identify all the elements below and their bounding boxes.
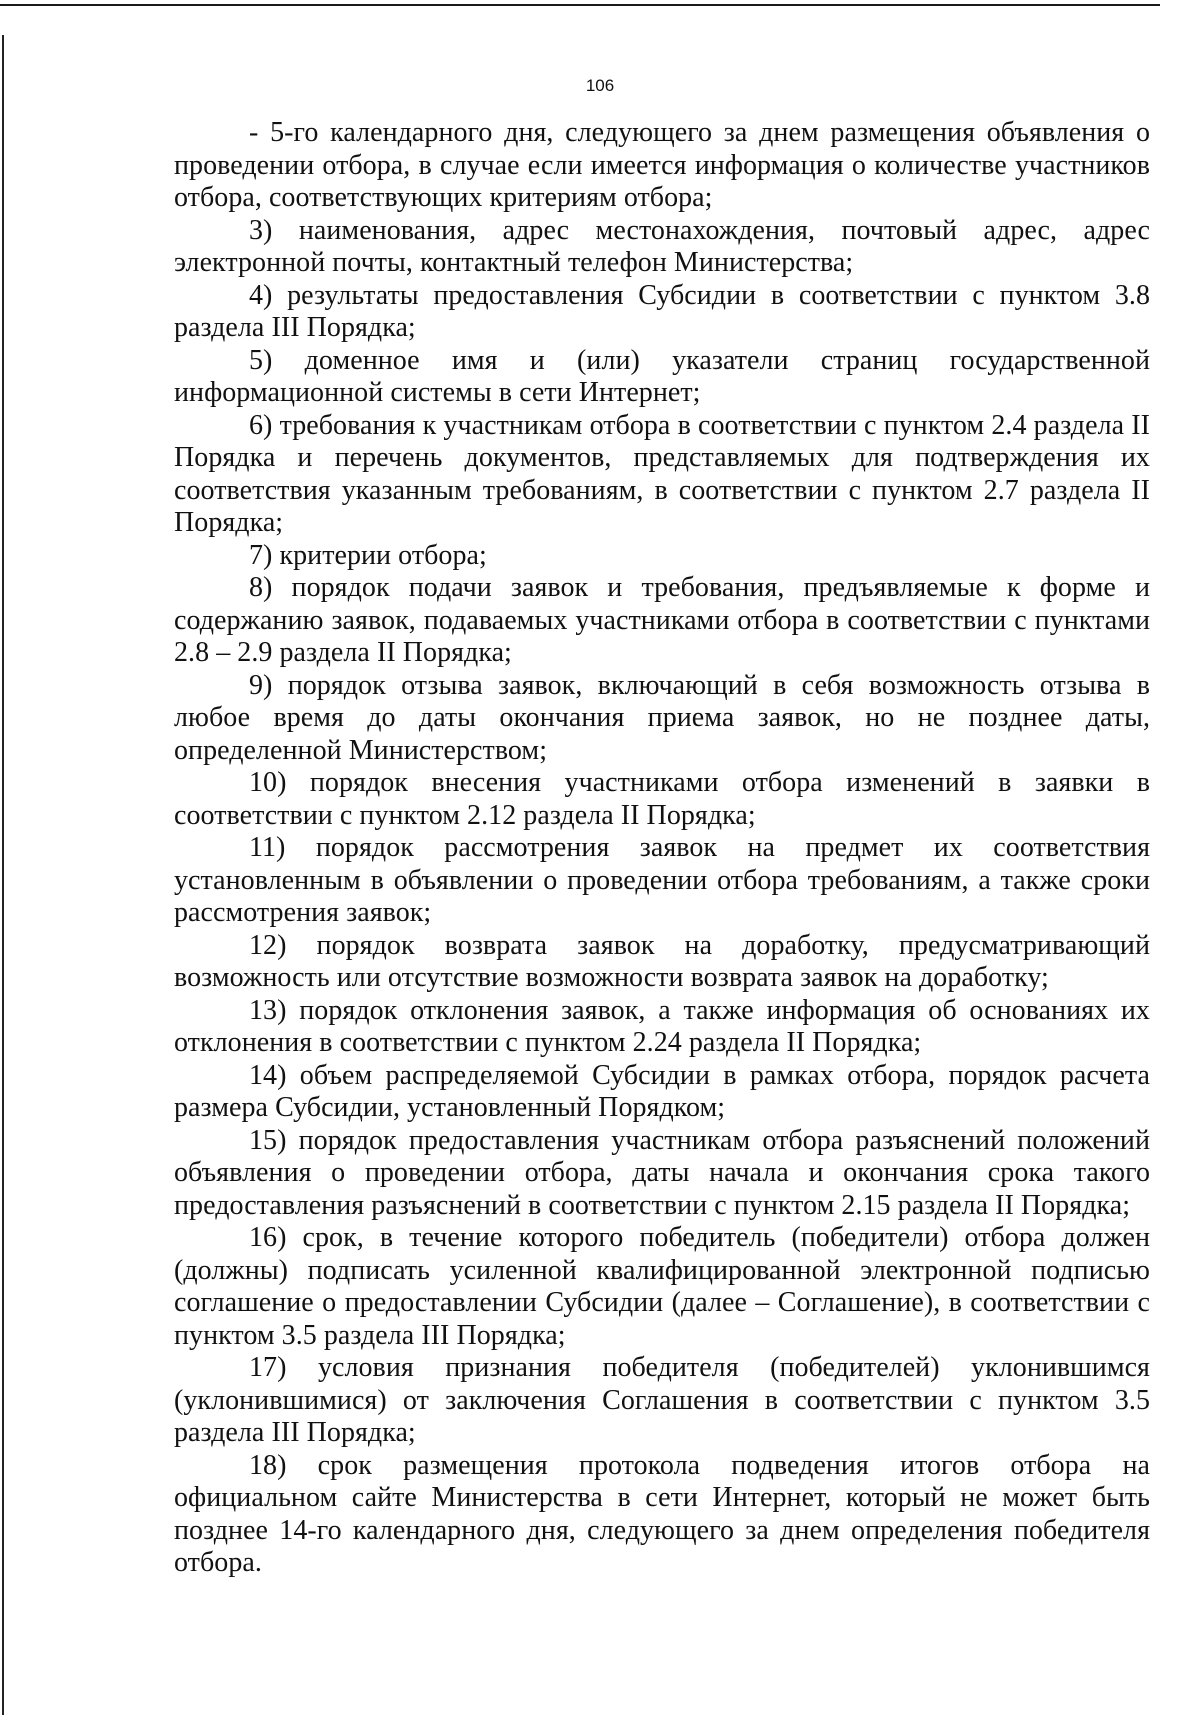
list-item: 4) результаты предоставления Субсидии в соответствии с пунктом 3.8 раздела III Порядка; [174, 279, 1150, 343]
list-item: 5) доменное имя и (или) указатели страниц государственной информационной системы в сети Интернет; [174, 344, 1150, 408]
list-item: 16) срок, в течение которого победитель (победители) отбора должен (должны) подписать усиленной квалифицированной электронной подписью соглашение о предоставлении Субсидии (далее – Соглашение), в соответствии с пунктом 3.5 раздела III Порядка; [174, 1222, 1150, 1351]
list-item: 12) порядок возврата заявок на доработку, предусматривающий возможность или отсутствие возможности возврата заявок на доработку; [174, 929, 1150, 993]
list-item: 6) требования к участникам отбора в соответствии с пунктом 2.4 раздела II Порядка и перечень документов, представляемых для подтверждения их соответствия указанным требованиям, в соответствии с пунктом 2.7 раздела II Порядка; [174, 409, 1150, 538]
list-item: 17) условия признания победителя (победителей) уклонившимся (уклонившимися) от заключения Соглашения в соответствии с пунктом 3.5 раздела III Порядка; [174, 1352, 1150, 1448]
list-item: 9) порядок отзыва заявок, включающий в себя возможность отзыва в любое время до даты окончания приема заявок, но не позднее даты, определенной Министерством; [174, 669, 1150, 766]
list-item: 18) срок размещения протокола подведения итогов отбора на официальном сайте Министерства в сети Интернет, который не может быть позднее 14-го календарного дня, следующего за днем определения победителя отбора. [174, 1449, 1150, 1578]
list-item: 14) объем распределяемой Субсидии в рамках отбора, порядок расчета размера Субсидии, установленный Порядком; [174, 1059, 1150, 1123]
list-item: 13) порядок отклонения заявок, а также информация об основаниях их отклонения в соответствии с пунктом 2.24 раздела II Порядка; [174, 994, 1150, 1058]
list-item: 15) порядок предоставления участникам отбора разъяснений положений объявления о проведении отбора, даты начала и окончания срока такого предоставления разъяснений в соответствии с пунктом 2.15 раздела II Порядка; [174, 1124, 1150, 1221]
list-item: 10) порядок внесения участниками отбора изменений в заявки в соответствии с пунктом 2.12 раздела II Порядка; [174, 767, 1150, 831]
scan-edge-top [0, 4, 1160, 6]
list-item: 7) критерии отбора; [249, 539, 487, 571]
list-item: 3) наименования, адрес местонахождения, почтовый адрес, адрес электронной почты, контактный телефон Министерства; [174, 214, 1150, 278]
list-item: 11) порядок рассмотрения заявок на предмет их соответствия установленным в объявлении о проведении отбора требованиям, а также сроки рассмотрения заявок; [174, 832, 1150, 928]
document-body [174, 117, 1150, 1580]
list-item: - 5-го календарного дня, следующего за днем размещения объявления о проведении отбора, в случае если имеется информация о количестве участников отбора, соответствующих критериям отбора; [174, 117, 1150, 213]
page-number: 106 [585, 76, 615, 95]
list-item: 8) порядок подачи заявок и требования, предъявляемые к форме и содержанию заявок, подаваемых участниками отбора в соответствии с пунктами 2.8 – 2.9 раздела II Порядка; [174, 572, 1150, 668]
scan-edge-left [2, 35, 4, 1715]
